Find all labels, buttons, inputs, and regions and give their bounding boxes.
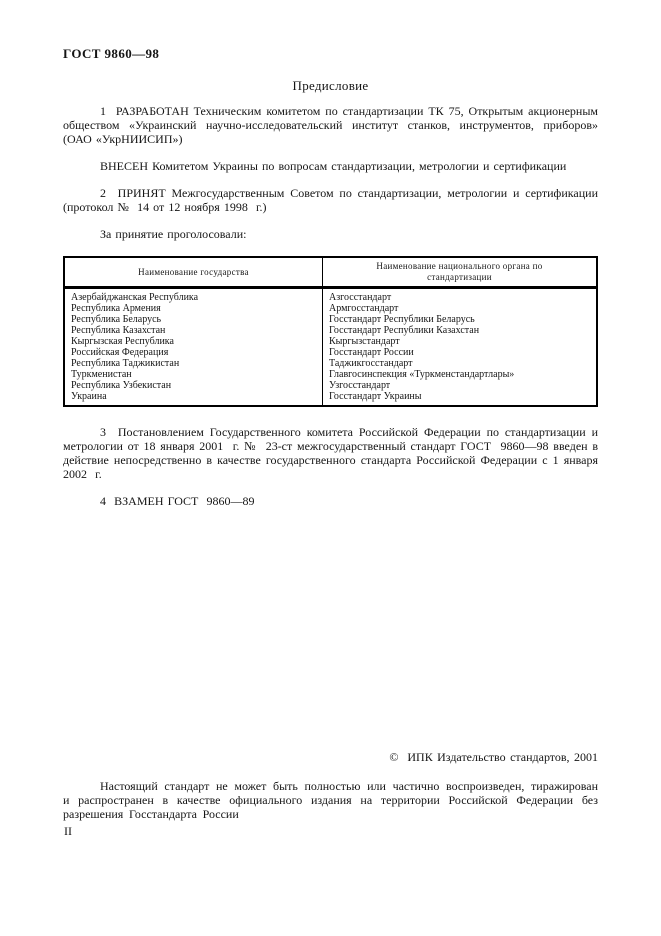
table-cell: Республика Армения: [71, 303, 161, 314]
table-cell: Госстандарт России: [323, 347, 598, 358]
voting-table-body: [64, 288, 597, 407]
table-row: [64, 347, 597, 358]
table-cell: Армгосстандарт: [323, 303, 598, 314]
table-cell: Республика Узбекистан: [71, 380, 172, 391]
page-content: [63, 46, 598, 521]
table-row: [64, 358, 597, 369]
table-cell: Главгосинспекция «Туркменстандартлары»: [323, 369, 598, 380]
table-row: [64, 288, 597, 304]
table-cell: Украина: [71, 391, 107, 402]
page-number: II: [64, 824, 72, 838]
table-row: [64, 369, 597, 380]
table-row: [64, 314, 597, 325]
paragraph-replaces: 4 ВЗАМЕН ГОСТ 9860—89: [100, 494, 255, 508]
header-row: [64, 257, 597, 288]
table-row: [64, 336, 597, 347]
table-cell: Республика Казахстан: [71, 325, 166, 336]
table-cell: Госстандарт Украины: [323, 391, 598, 406]
paragraph-enacted: 3 Постановлением Государственного комитета Российской Федерации по стандартизации и метрологии от 18 января 2001 г. № 23-ст межгосударственный стандарт ГОСТ 9860—98 введен в действие непосредственно в качестве государственного стандарта Российской Федерации с 1 января 2002 г.: [63, 425, 598, 481]
table-cell: Кыргызстандарт: [323, 336, 598, 347]
table-cell: Госстандарт Республики Казахстан: [323, 325, 598, 336]
copyright-line: © ИПК Издательство стандартов, 2001: [389, 750, 598, 764]
table-cell: Туркменистан: [71, 369, 132, 380]
table-cell: Госстандарт Республики Беларусь: [323, 314, 598, 325]
table-row: [64, 380, 597, 391]
table-row: [64, 325, 597, 336]
paragraph-vote-intro: За принятие проголосовали:: [100, 227, 247, 241]
table-cell: Кыргызская Республика: [71, 336, 174, 347]
paragraph-adopted: 2 ПРИНЯТ Межгосударственным Советом по стандартизации, метрологии и сертификации (протокол № 14 от 12 ноября 1998 г.): [63, 186, 598, 214]
table-cell: Азербайджанская Республика: [71, 292, 199, 303]
paragraph-submitted: ВНЕСЕН Комитетом Украины по вопросам стандартизации, метрологии и сертификации: [100, 159, 567, 173]
voting-table: [63, 256, 598, 407]
column-header-body: Наименование национального органа по стандартизации: [323, 257, 598, 288]
table-row: [64, 391, 597, 406]
table-cell: Российская Федерация: [71, 347, 169, 358]
page-title: Предисловие: [292, 78, 369, 93]
table-row: [64, 303, 597, 314]
paragraph-developed: 1 РАЗРАБОТАН Техническим комитетом по стандартизации ТК 75, Открытым акционерным обществом «Украинский научно-исследовательский институт станков, инструментов, приборов» (ОАО «УкрНИИСИП»): [63, 104, 598, 146]
table-cell: Таджикгосстандарт: [323, 358, 598, 369]
table-cell: Узгосстандарт: [323, 380, 598, 391]
legal-notice: Настоящий стандарт не может быть полностью или частично воспроизведен, тиражирован и распространен в качестве официального издания на территории Российской Федерации без разрешения Госстандарта России: [63, 779, 598, 821]
table-cell: Азгосстандарт: [323, 288, 598, 304]
table-cell: Республика Беларусь: [71, 314, 162, 325]
voting-table-head: [64, 257, 597, 288]
doc-number: ГОСТ 9860—98: [63, 46, 160, 61]
column-header-state: Наименование государства: [64, 257, 323, 288]
table-cell: Республика Таджикистан: [71, 358, 180, 369]
